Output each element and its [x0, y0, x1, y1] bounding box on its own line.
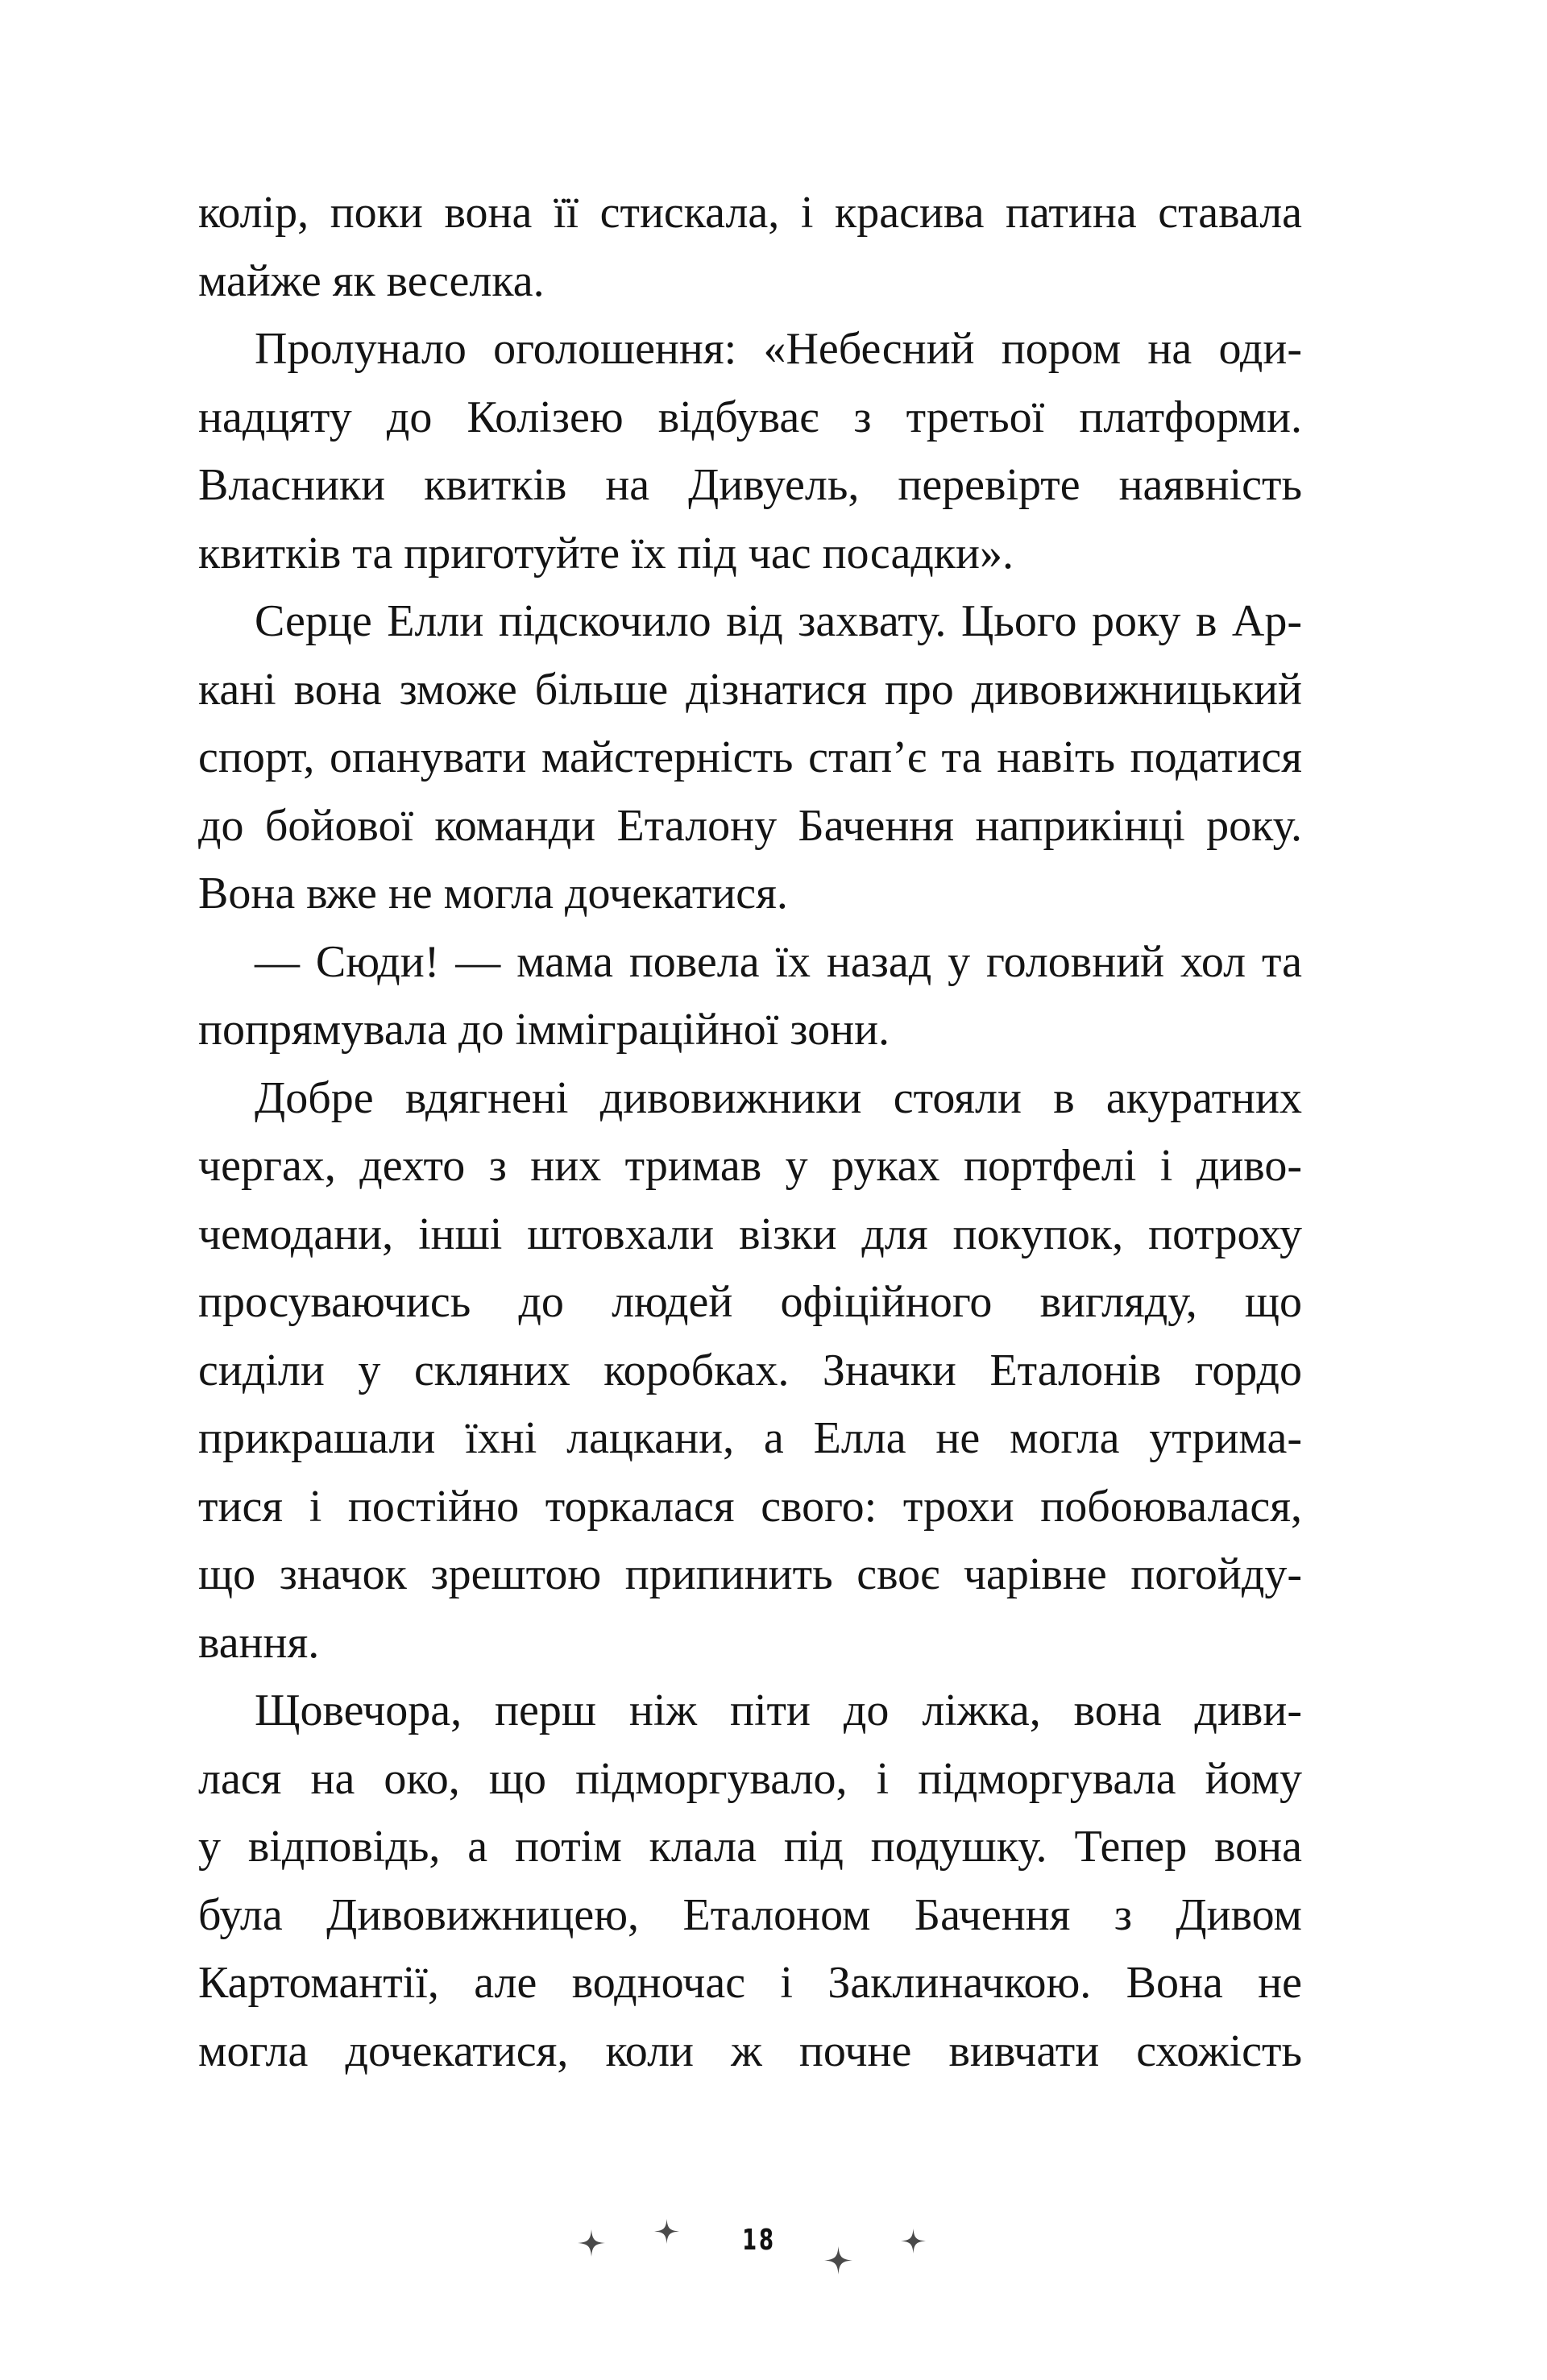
text-line: колір, поки вона її стискала, і красива патина ставала	[198, 188, 1302, 238]
star-icon	[901, 2229, 926, 2254]
page-number: 18	[742, 2224, 776, 2257]
text-line: спорт, опанувати майстерність стап’є та навіть податися	[198, 732, 1302, 782]
text-line: надцяту до Колізею відбуває з третьої платформи.	[198, 392, 1302, 442]
text-line: Картомантії, але водночас і Заклиначкою. Вона не	[198, 1958, 1302, 2008]
paragraph-first-line: Серце Елли підскочило від захвату. Цього року в Ар-	[255, 596, 1302, 646]
text-line: тися і постійно торкалася свого: трохи побоювалася,	[198, 1481, 1302, 1532]
body-text	[198, 179, 1302, 2085]
text-line: була Дивовижницею, Еталоном Бачення з Дивом	[198, 1889, 1302, 1940]
text-line: майже як веселка.	[198, 255, 545, 306]
text-line: чемодани, інші штовхали візки для покупок, потроху	[198, 1209, 1302, 1259]
text-line: Власники квитків на Дивуель, перевірте наявність	[198, 460, 1302, 510]
paragraph-first-line: Пролунало оголошення: «Небесний пором на оди-	[255, 324, 1302, 374]
text-line: у відповідь, а потім клала під подушку. Тепер вона	[198, 1822, 1302, 1872]
star-icon	[654, 2219, 679, 2244]
text-line: вання.	[198, 1617, 320, 1668]
text-line: кані вона зможе більше дізнатися про дивовижницький	[198, 664, 1302, 715]
star-icon	[824, 2246, 852, 2274]
paragraph-first-line: Щовечора, перш ніж піти до ліжка, вона диви-	[255, 1685, 1302, 1735]
paragraph-first-line: — Сюди! — мама повела їх назад у головний хол та	[255, 936, 1302, 987]
text-line: могла дочекатися, коли ж почне вивчати схожість	[198, 2025, 1302, 2076]
text-line: прикрашали їхні лацкани, а Елла не могла утрима-	[198, 1413, 1302, 1463]
text-line: просуваючись до людей офіційного вигляду, що	[198, 1277, 1302, 1327]
paragraph-first-line: Добре вдягнені дивовижники стояли в акуратних	[255, 1072, 1302, 1123]
text-line: лася на око, що підморгувало, і підморгувала йому	[198, 1753, 1302, 1804]
text-line: до бойової команди Еталону Бачення наприкінці року.	[198, 800, 1302, 851]
text-line: попрямувала до імміграційної зони.	[198, 1005, 890, 1055]
text-line: що значок зрештою припинить своє чарівне погойду-	[198, 1549, 1302, 1599]
star-icon	[578, 2229, 605, 2257]
text-line: Вона вже не могла дочекатися.	[198, 869, 788, 918]
text-line: квитків та приготуйте їх під час посадки».	[198, 528, 1014, 578]
text-line: сиділи у скляних коробках. Значки Еталонів гордо	[198, 1345, 1302, 1395]
text-line: чергах, дехто з них тримав у руках портфелі і диво-	[198, 1141, 1302, 1191]
